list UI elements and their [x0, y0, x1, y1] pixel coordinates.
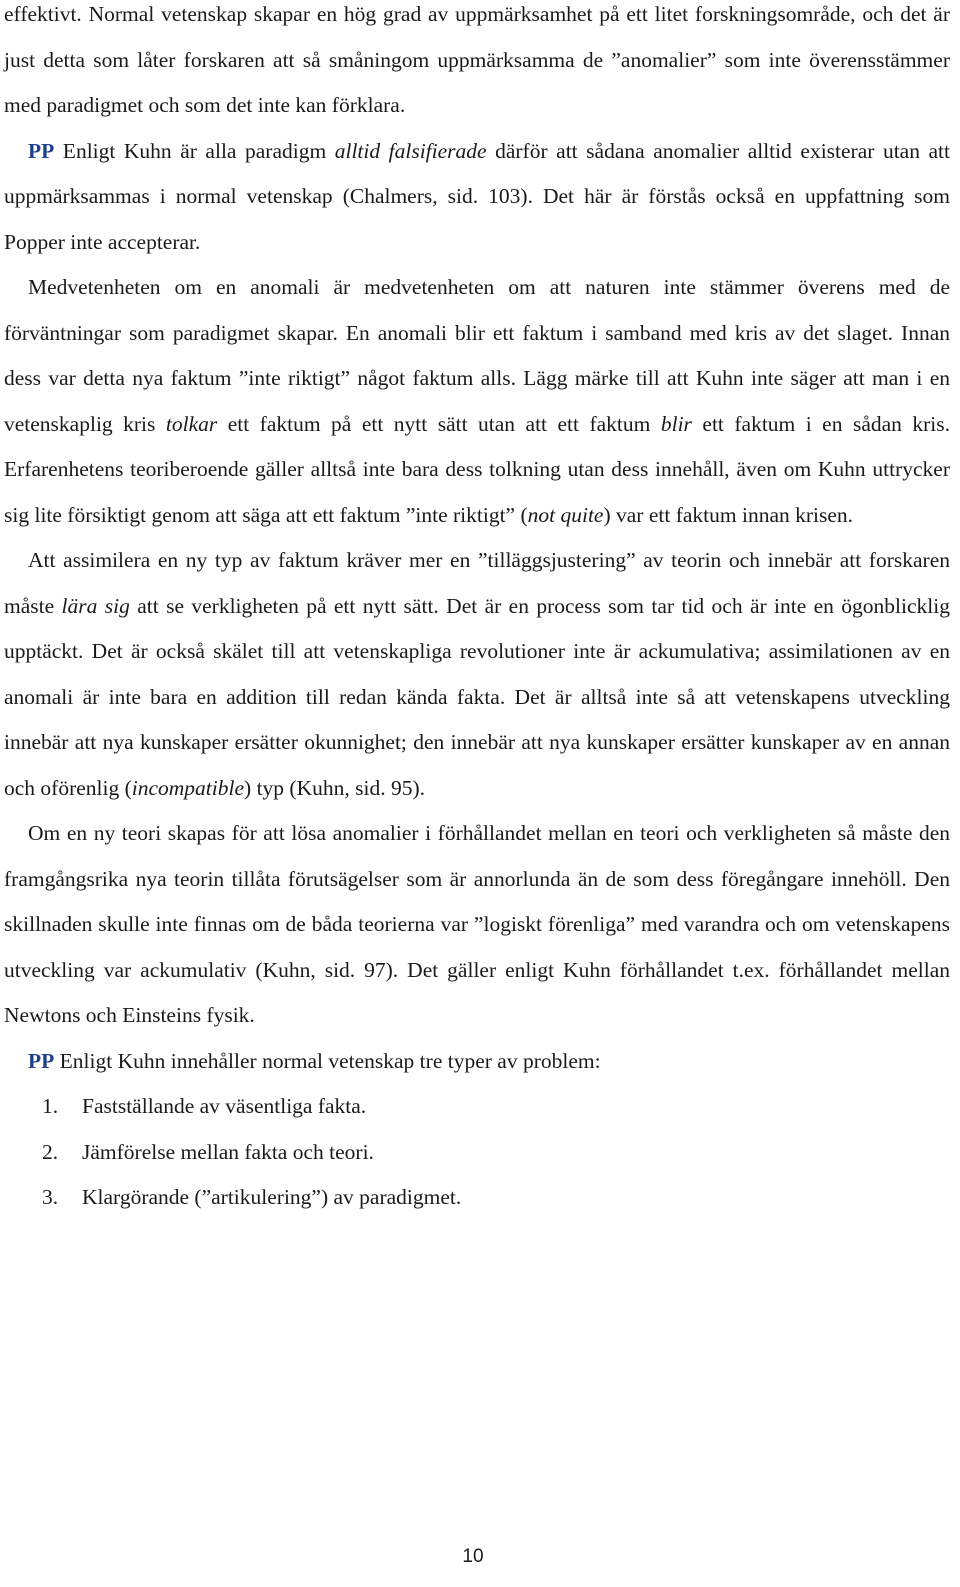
list-text: Klargörande (”artikulering”) av paradigmet. [82, 1185, 462, 1209]
text-run: därför att sådana anomalier alltid existerar utan att uppmärksammas i normal vetenskap (Chalmers, sid. 103). Det här är förstås också en uppfattning som Popper inte accepterar. [4, 138, 950, 254]
emphasis-text: not quite [527, 502, 604, 527]
problem-list [4, 1084, 950, 1221]
text-run: ) var ett faktum innan krisen. [603, 502, 854, 527]
text-run: att se verkligheten på ett nytt sätt. Det är en process som tar tid och är inte en ögonblicklig upptäckt. Det är också skälet till att vetenskapliga revolutioner inte är ackumulativa; assimilationen av en anomali är inte bara en addition till redan kända fakta. Det är alltså inte så att vetenskapens utveckling innebär att nya kunskaper ersätter okunnighet; den innebär att nya kunskaper ersätter kunskaper av en annan och oförenlig ( [4, 593, 950, 800]
list-text: Fastställande av väsentliga fakta. [82, 1094, 367, 1118]
text-run: Att assimilera en ny typ av faktum kräver mer en ”tilläggsjustering” av teorin och innebär att forskaren måste [4, 548, 950, 618]
text-run: Enligt Kuhn innehåller normal vetenskap tre typer av problem: [54, 1048, 601, 1073]
pp-marker: PP [28, 1048, 55, 1073]
document-page [4, 0, 950, 1221]
text-run: ett faktum i en sådan kris. Erfarenhetens teoriberoende gäller alltså inte bara dess tolkning utan dess innehåll, även om Kuhn uttrycker sig lite försiktigt genom att säga att ett faktum ”inte riktigt” ( [4, 411, 951, 527]
list-number: 2. [42, 1139, 59, 1164]
paragraph-2 [4, 129, 950, 266]
list-item [4, 1084, 950, 1130]
paragraph-6 [4, 1039, 950, 1085]
list-number: 3. [42, 1185, 59, 1209]
list-item [4, 1175, 950, 1221]
emphasis-text: lära sig [61, 593, 130, 618]
text-run: Enligt Kuhn är alla paradigm [54, 138, 335, 163]
paragraph-1: effektivt. Normal vetenskap skapar en hög grad av uppmärksamhet på ett litet forskningsområde, och det är just detta som låter forskaren att så småningom uppmärksamma de ”anomalier” som inte överensstämmer med paradigmet och som det inte kan förklara. [4, 2, 950, 117]
list-text: Jämförelse mellan fakta och teori. [82, 1139, 374, 1164]
emphasis-text: incompatible [131, 775, 245, 800]
page-number: 10 [462, 1546, 484, 1567]
paragraph-4 [4, 538, 950, 811]
emphasis-text: alltid falsifierade [334, 138, 487, 163]
list-item [4, 1130, 950, 1176]
emphasis-text: blir [660, 411, 692, 436]
pp-marker: PP [28, 138, 55, 163]
text-run: Medvetenheten om en anomali är medvetenheten om att naturen inte stämmer överens med de förväntningar som paradigmet skapar. En anomali blir ett faktum i samband med kris av det slaget. Innan dess var detta nya faktum ”inte riktigt” något faktum alls. Lägg märke till att Kuhn inte säger att man i en vetenskaplig kris [4, 275, 950, 436]
text-run: ett faktum på ett nytt sätt utan att ett faktum [217, 411, 661, 436]
paragraph-5: Om en ny teori skapas för att lösa anomalier i förhållandet mellan en teori och verkligheten så måste den framgångsrika nya teorin tillåta förutsägelser som är annorlunda än de som dess föregångare innehöll. Den skillnaden skulle inte finnas om de båda teorierna var ”logiskt förenliga” med varandra och om vetenskapens utveckling var ackumulativ (Kuhn, sid. 97). Det gäller enligt Kuhn förhållandet t.ex. förhållandet mellan Newtons och Einsteins fysik. [4, 821, 950, 1027]
emphasis-text: tolkar [165, 411, 218, 436]
list-number: 1. [42, 1094, 59, 1118]
paragraph-3 [4, 265, 950, 538]
text-run: ) typ (Kuhn, sid. 95). [244, 775, 425, 800]
